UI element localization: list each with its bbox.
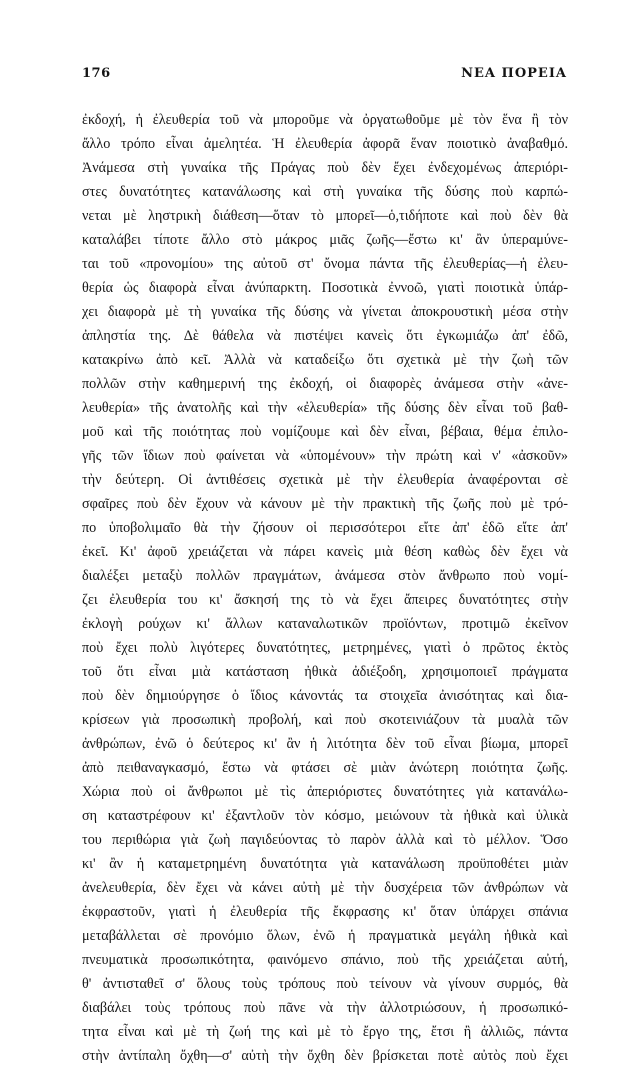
- text-line: στὴν ἀντίπαλη ὄχθη—σ' αὐτὴ τὴν ὄχθη δὲν βρίσκεται ποτὲ αὐτὸς ποὺ ἔχει: [82, 1048, 568, 1064]
- text-line: του περιθώρια γιὰ ζωὴ παγιδεύοντας τὸ παρὸν ἀλλὰ καὶ τὸ μέλλον. Ὅσο: [82, 832, 568, 848]
- text-line: ἐκδοχή, ἡ ἐλευθερία τοῦ νὰ μποροῦμε νὰ ὀργατωθοῦμε μὲ τὸν ἕνα ἢ τὸν: [82, 112, 568, 128]
- text-line: πο ὑποβολιμαῖο θὰ τὴν ζήσουν οἱ περισσότεροι εἴτε ἀπ' ἐδῶ εἴτε ἀπ': [82, 520, 568, 536]
- text-line: χει διαφορὰ μὲ τὴ γυναίκα τῆς δύσης νὰ γίνεται ἀποκρουστικὴ μέσα στὴν: [82, 304, 568, 320]
- text-line: διαβάλει τοὺς τρόπους ποὺ πᾶνε νὰ τὴν ἀλλοτριώσουν, ἡ προσωπικό-: [82, 1000, 568, 1016]
- text-line: γῆς τῶν ἴδιων ποὺ φαίνεται νὰ «ὑπομένουν» τὴν πρώτη καὶ ν' «ἀσκοῦν»: [82, 448, 568, 464]
- text-line: λευθερία» τῆς ἀνατολῆς καὶ τὴν «ἐλευθερία» τῆς δύσης δὲν εἶναι τοῦ βαθ-: [82, 400, 568, 416]
- text-line: μοῦ καὶ τῆς ποιότητας ποὺ νομίζουμε καὶ δὲν εἶναι, βέβαια, θέμα ἐπιλο-: [82, 424, 568, 440]
- text-line: ἐκεῖ. Κι' ἀφοῦ χρειάζεται νὰ πάρει κανεὶς μιὰ θέση καθὼς δὲν ἔχει νὰ: [82, 544, 568, 560]
- text-line: τὴν δεύτερη. Οἱ ἀντιθέσεις σχετικὰ μὲ τὴν ἐλευθερία ἀναφέρονται σὲ: [82, 472, 568, 488]
- text-line: διαλέξει μεταξὺ πολλῶν πραγμάτων, ἀνάμεσα στὸν ἄνθρωπο ποὺ νομί-: [82, 568, 568, 584]
- text-line: θερία ὡς διαφορὰ εἶναι ἀνύπαρκτη. Ποσοτικὰ ἐννοῶ, γιατὶ ποιοτικὰ ὑπάρ-: [82, 280, 568, 296]
- text-line: ση καταστρέφουν κι' ἐξαντλοῦν τὸν κόσμο, μειώνουν τὰ ἠθικὰ καὶ ὑλικὰ: [82, 808, 568, 824]
- text-line: νεται μὲ ληστρικὴ διάθεση—ὅταν τὸ μπορεῖ—ὁ,τιδήποτε καὶ ποὺ δὲν θὰ: [82, 208, 568, 224]
- journal-title: ΝΕΑ ΠΟΡΕΙΑ: [461, 66, 567, 81]
- text-line: τοῦ ὅτι εἶναι μιὰ κατάσταση ἠθικὰ ἀδιέξοδη, χρησιμοποιεῖ πράγματα: [82, 664, 568, 680]
- text-line: κρίσεων γιὰ προσωπικὴ προβολή, καὶ ποὺ σκοτεινιάζουν τὰ μυαλὰ τῶν: [82, 712, 568, 728]
- text-line: στες δυνατότητες κατανάλωσης καὶ στὴ γυναίκα τῆς δύσης ποὺ καρπώ-: [82, 184, 568, 200]
- text-line: μεταβάλλεται σὲ προνόμιο ὅλων, ἐνῶ ἡ πραγματικὰ μεγάλη ἠθικὰ καὶ: [82, 928, 568, 944]
- text-line: Ἀνάμεσα στὴ γυναίκα τῆς Πράγας ποὺ δὲν ἔχει ἐνδεχομένως ἀπεριόρι-: [82, 160, 568, 176]
- text-line: σφαῖρες ποὺ δὲν ἔχουν νὰ κάνουν μὲ τὴν πρακτικὴ τῆς ζωῆς ποὺ μὲ τρό-: [82, 496, 568, 512]
- text-line: καταλάβει τίποτε ἄλλο στὸ μάκρος μιᾶς ζωῆς—ἔστω κι' ἂν ὑπεραμύνε-: [82, 232, 568, 248]
- text-line: ἀπληστία της. Δὲ θάθελα νὰ πιστέψει κανεὶς ὅτι ἐγκωμιάζω ἀπ' ἐδῶ,: [82, 328, 568, 344]
- body-text: [82, 108, 568, 1068]
- text-line: ἐκλογὴ ρούχων κι' ἄλλων καταναλωτικῶν προϊόντων, προτιμῶ ἐκεῖνον: [82, 616, 568, 632]
- text-line: ται τοῦ «προνομίου» της αὐτοῦ στ' ὄνομα πάντα τῆς ἐλευθερίας—ἡ ἐλευ-: [82, 256, 568, 272]
- text-line: ἐκφραστοῦν, γιατὶ ἡ ἐλευθερία τῆς ἔκφρασης κι' ὅταν ὑπάρχει σπάνια: [82, 904, 568, 920]
- text-line: Χώρια ποὺ οἱ ἄνθρωποι μὲ τὶς ἀπεριόριστες δυνατότητες γιὰ κατανάλω-: [82, 784, 568, 800]
- text-line: τητα εἶναι καὶ μὲ τὴ ζωή της καὶ μὲ τὸ ἔργο της, ἔτσι ἢ ἀλλιῶς, πάντα: [82, 1024, 568, 1040]
- running-head: [82, 66, 567, 86]
- text-line: ποὺ ἔχει πολὺ λιγότερες δυνατότητες, μετρημένες, γιατὶ ὁ πρῶτος ἐκτὸς: [82, 640, 568, 656]
- text-line: ἀνελευθερία, δὲν ἔχει νὰ κάνει αὐτὴ μὲ τὴν δυσχέρεια τῶν ἀνθρώπων νὰ: [82, 880, 568, 896]
- text-line: θ' ἀντισταθεῖ σ' ὅλους τοὺς τρόπους ποὺ τείνουν νὰ γίνουν συρμός, θὰ: [82, 976, 568, 992]
- text-line: πολλῶν στὴν καθημερινή της ἐκδοχή, οἱ διαφορὲς ἀνάμεσα στὴν «ἀνε-: [82, 376, 568, 392]
- text-line: ζει ἐλευθερία του κι' ἄσκησή της τὸ νὰ ἔχει ἄπειρες δυνατότητες στὴν: [82, 592, 568, 608]
- text-line: ποὺ δὲν δημιούργησε ὁ ἴδιος κάνοντάς τα στοιχεῖα ἀνισότητας καὶ δια-: [82, 688, 568, 704]
- text-line: κι' ἂν ἡ καταμετρημένη δυνατότητα γιὰ κατανάλωση προϋποθέτει μιὰν: [82, 856, 568, 872]
- text-line: ἀνθρώπων, ἐνῶ ὁ δεύτερος κι' ἂν ἡ λιτότητα δὲν τοῦ εἶναι βίωμα, μπορεῖ: [82, 736, 568, 752]
- text-line: ἄλλο τρόπο εἶναι ἀμελητέα. Ἡ ἐλευθερία ἀφορᾶ ἕναν ποιοτικὸ ἀναβαθμό.: [82, 136, 568, 152]
- page-number: 176: [82, 66, 111, 81]
- text-line: πνευματικὰ προσωπικότητα, φαινόμενο σπάνιο, ποὺ τῆς χρειάζεται αὐτή,: [82, 952, 568, 968]
- text-line: ἀπὸ πειθαναγκασμό, ἔστω νὰ φτάσει σὲ μιὰν ἀνώτερη ποιότητα ζωῆς.: [82, 760, 568, 776]
- text-line: κατακρίνω ἀπὸ κεῖ. Ἀλλὰ νὰ καταδείξω ὅτι σχετικὰ μὲ τὴν ζωὴ τῶν: [82, 352, 568, 368]
